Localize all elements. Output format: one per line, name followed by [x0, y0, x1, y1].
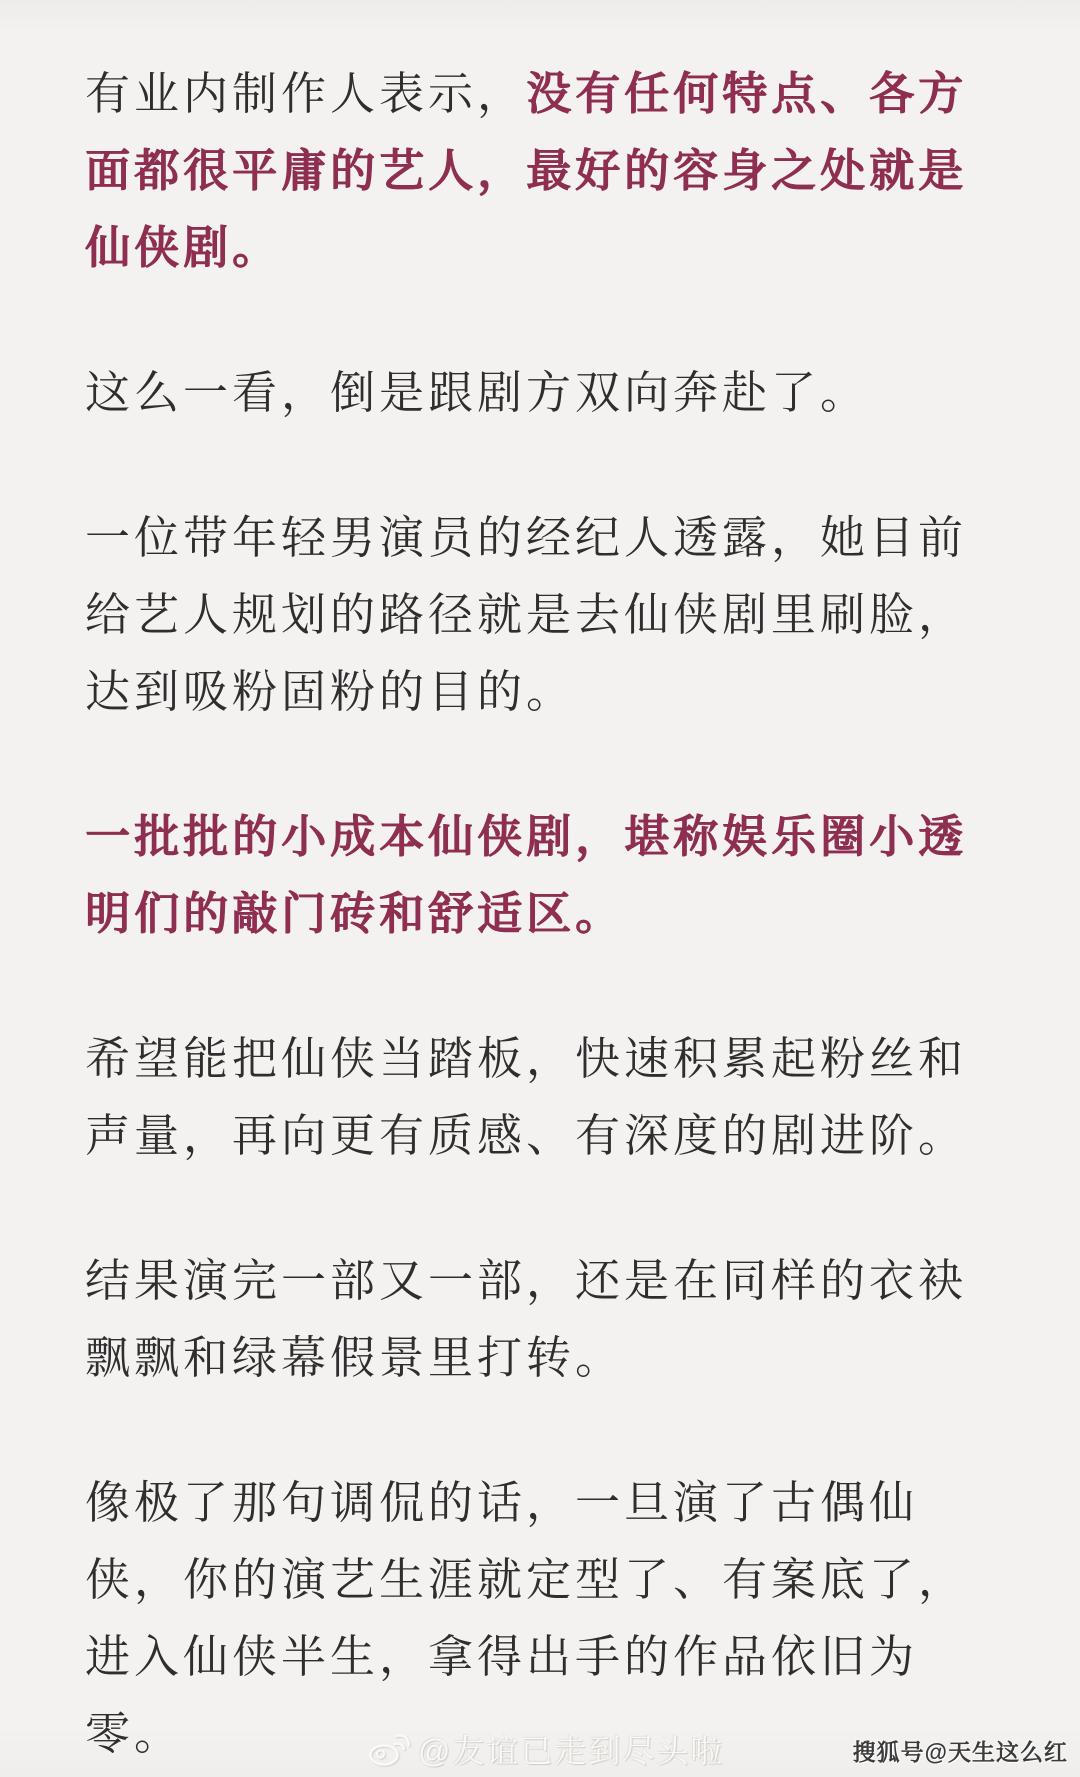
souhu-watermark: 搜狐号@天生这么红	[852, 1739, 1068, 1765]
paragraph-text: 结果演完一部又一部，还是在同样的衣袂飘飘和绿幕假景里打转。	[85, 1255, 968, 1383]
paragraph-text: 希望能把仙侠当踏板，快速积累起粉丝和声量，再向更有质感、有深度的剧进阶。	[85, 1033, 968, 1161]
paragraph-emphasis-text: 没有任何特点、各方面都很平庸的艺人，最好的容身之处就是仙侠剧。	[85, 68, 968, 273]
paragraph-text: 有业内制作人表示，	[85, 68, 527, 119]
paragraph-emphasis-text: 一批批的小成本仙侠剧，堪称娱乐圈小透明们的敲门砖和舒适区。	[85, 811, 968, 939]
paragraph	[85, 1020, 995, 1174]
paragraph	[85, 499, 995, 730]
paragraph-text: 一位带年轻男演员的经纪人透露，她目前给艺人规划的路径就是去仙侠剧里刷脸，达到吸粉固粉的目的。	[85, 512, 968, 717]
paragraph-text: 像极了那句调侃的话，一旦演了古偶仙侠，你的演艺生涯就定型了、有案底了，进入仙侠半生，拿得出手的作品依旧为零。	[85, 1477, 968, 1759]
weibo-handle: @友谊已走到尽头啦	[418, 1733, 725, 1769]
paragraph	[85, 55, 995, 286]
weibo-icon	[368, 1731, 410, 1767]
paragraph	[85, 1242, 995, 1396]
paragraph	[85, 354, 995, 431]
paragraph-text: 这么一看，倒是跟剧方双向奔赴了。	[85, 367, 870, 418]
paragraph	[85, 798, 995, 952]
weibo-watermark	[368, 1726, 725, 1772]
